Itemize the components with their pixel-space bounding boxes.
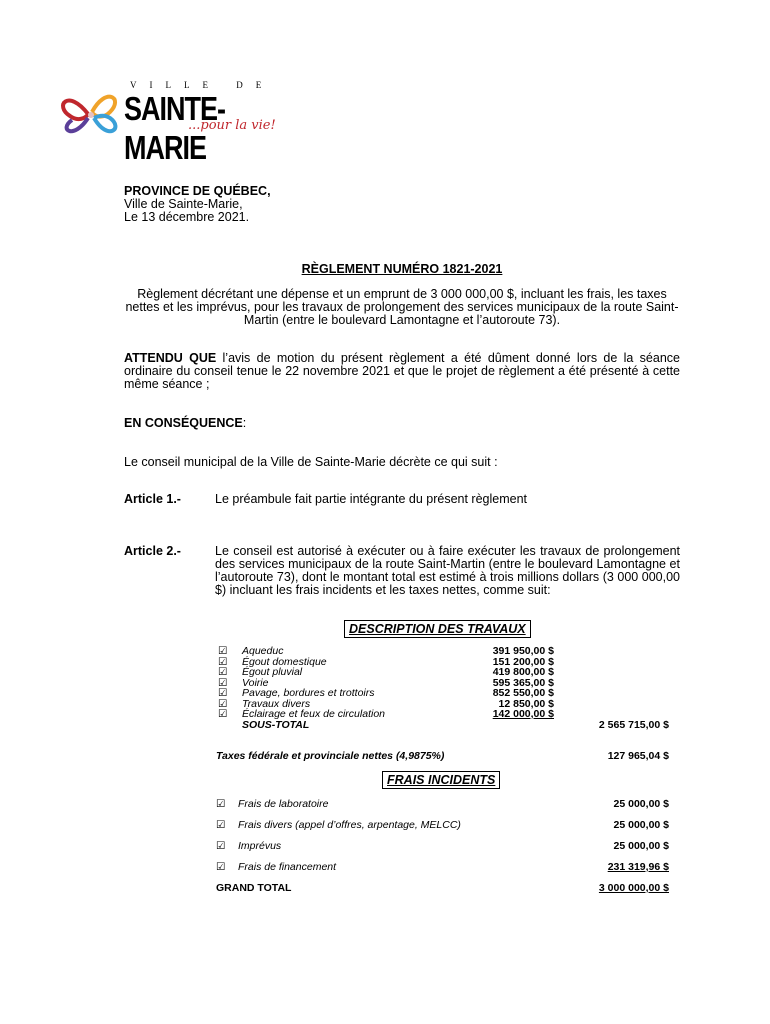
frais-item-amount: 231 319,96 $	[607, 861, 669, 873]
subtotal-label: SOUS-TOTAL	[242, 719, 310, 731]
checkbox-checked-icon: ☑	[218, 645, 228, 657]
travaux-item-label: Égout domestique	[242, 656, 327, 668]
frais-item-amount: 25 000,00 $	[613, 840, 669, 852]
grand-total-label: GRAND TOTAL	[216, 882, 292, 894]
travaux-item-label: Voirie	[242, 677, 269, 689]
article-2-label: Article 2.-	[124, 544, 181, 558]
consequence-colon: :	[242, 416, 247, 430]
attendu-label: ATTENDU QUE	[124, 351, 217, 365]
frais-item-label: Frais de financement	[238, 861, 337, 873]
frais-item-amount: 25 000,00 $	[613, 819, 669, 831]
article-1-text: Le préambule fait partie intégrante du présent règlement	[215, 492, 527, 506]
travaux-item-label: Travaux divers	[242, 698, 311, 710]
checkbox-checked-icon: ☑	[218, 656, 228, 668]
consequence-label: EN CONSÉQUENCE	[124, 416, 243, 430]
date-line: Le 13 décembre 2021.	[124, 210, 250, 224]
attendu-text: l’avis de motion du présent règlement a été dûment donné lors de la séance ordinaire du conseil tenue le 22 novembre 2021 et que le projet de règlement a été présenté à cette même séance ;	[124, 351, 680, 391]
decree-line: Le conseil municipal de la Ville de Sainte-Marie décrète ce qui suit :	[124, 455, 498, 469]
taxes-label: Taxes fédérale et provinciale nettes (4,9875%)	[216, 750, 445, 762]
travaux-item-amount: 595 365,00 $	[492, 677, 554, 689]
travaux-item-amount: 852 550,00 $	[492, 687, 554, 699]
consequence-line	[124, 417, 246, 430]
reglement-intro: Règlement décrétant une dépense et un emprunt de 3 000 000,00 $, incluant les frais, les taxes nettes et les imprévus, pour les travaux de prolongement des services municipaux de la route Saint-Martin (entre le boulevard Lamontagne et l’autoroute 73).	[125, 287, 679, 327]
grand-total-amount: 3 000 000,00 $	[598, 882, 669, 894]
city-line: Ville de Sainte-Marie,	[124, 197, 243, 211]
checkbox-checked-icon: ☑	[216, 819, 226, 831]
checkbox-checked-icon: ☑	[218, 708, 228, 720]
logo-emblem-icon	[58, 86, 126, 142]
frais-item-label: Frais divers (appel d’offres, arpentage, MELCC)	[238, 819, 461, 831]
frais-item-amount: 25 000,00 $	[613, 798, 669, 810]
checkbox-checked-icon: ☑	[216, 861, 226, 873]
article-2-text: Le conseil est autorisé à exécuter ou à faire exécuter les travaux de prolongement des services municipaux de la route Saint-Martin (entre le boulevard Lamontagne et l’autoroute 73), dont le montant total est estimé à trois millions dollars (3 000 000,00 $) incluant les frais incidents et les taxes nettes, comme suit:	[215, 544, 680, 597]
article-1-label: Article 1.-	[124, 492, 181, 506]
checkbox-checked-icon: ☑	[218, 677, 228, 689]
frais-item-label: Imprévus	[238, 840, 282, 852]
travaux-item-label: Éclairage et feux de circulation	[242, 708, 385, 720]
checkbox-checked-icon: ☑	[218, 687, 228, 699]
checkbox-checked-icon: ☑	[216, 798, 226, 810]
attendu-paragraph	[124, 352, 680, 391]
travaux-item-label: Égout pluvial	[242, 666, 303, 678]
travaux-item-label: Aqueduc	[242, 645, 284, 657]
checkbox-checked-icon: ☑	[216, 840, 226, 852]
checkbox-checked-icon: ☑	[218, 666, 228, 678]
travaux-item-amount: 151 200,00 $	[492, 656, 554, 668]
logo-ville-de: VILLE DE	[130, 80, 275, 90]
reglement-title: RÈGLEMENT NUMÉRO 1821-2021	[301, 262, 503, 276]
frais-item-label: Frais de laboratoire	[238, 798, 329, 810]
province-line: PROVINCE DE QUÉBEC,	[124, 184, 271, 198]
travaux-item-amount: 142 000,00 $	[492, 708, 554, 720]
travaux-item-label: Pavage, bordures et trottoirs	[242, 687, 375, 699]
frais-section-title: FRAIS INCIDENTS	[382, 771, 500, 789]
logo-city-name: SAINTE-MARIE	[124, 90, 225, 167]
taxes-amount: 127 965,04 $	[607, 750, 669, 762]
travaux-item-amount: 391 950,00 $	[492, 645, 554, 657]
checkbox-checked-icon: ☑	[218, 698, 228, 710]
city-logo	[58, 78, 298, 167]
travaux-item-amount: 12 850,00 $	[498, 698, 554, 710]
travaux-item-amount: 419 800,00 $	[492, 666, 554, 678]
travaux-section-title: DESCRIPTION DES TRAVAUX	[344, 620, 531, 638]
logo-slogan: ...pour la vie!	[188, 118, 276, 133]
subtotal-amount: 2 565 715,00 $	[598, 719, 669, 731]
